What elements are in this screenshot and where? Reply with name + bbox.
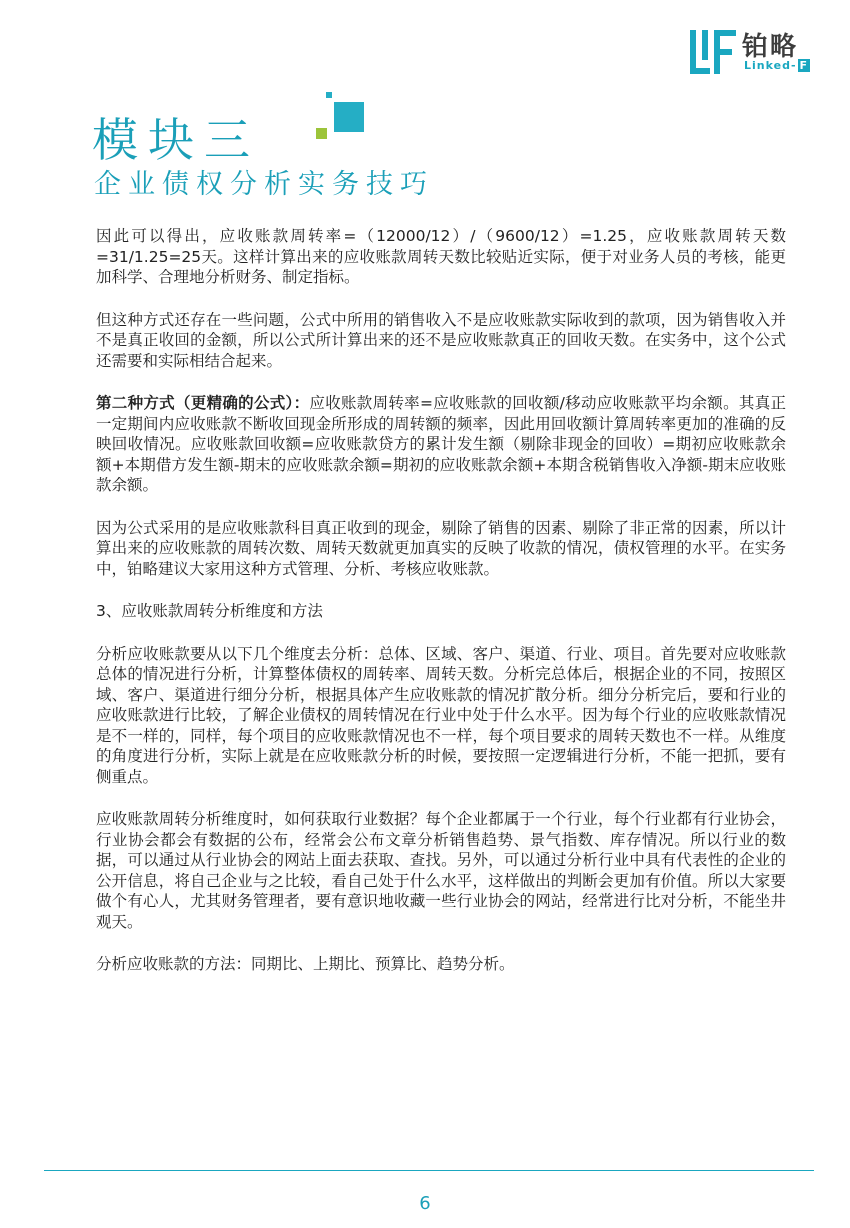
logo-en-tag: F (799, 59, 809, 72)
paragraph-6: 应收账款周转分析维度时，如何获取行业数据？每个企业都属于一个行业，每个行业都有行业协会，行业协会都会有数据的公布，经常会公布文章分析销售趋势、景气指数、库存情况。所以行业的数据，可以通过从行业协会的网站上面去获取、查找。另外，可以通过分析行业中具有代表性的企业的公开信息，将自己企业与之比较，看自己处于什么水平，这样做出的判断会更加有价值。所以大家要做个有心人，尤其财务管理者，要有意识地收藏一些行业协会的网站，经常进行比对分析，不能坐井观天。 (96, 810, 786, 931)
decor-square-green-icon (316, 128, 327, 139)
logo-mark-icon (690, 30, 736, 74)
page-subtitle: 企业债权分析实务技巧 (94, 169, 434, 200)
footer-divider (44, 1170, 814, 1171)
page-title: 模块三 (92, 113, 260, 167)
logo-en-main: Linked- (744, 59, 797, 72)
paragraph-2: 但这种方式还存在一些问题，公式中所用的销售收入不是应收账款实际收到的款项，因为销售收入并不是真正收回的金额，所以公式所计算出来的还不是应收账款真正的回收天数。在实务中，这个公式还需要和实际相结合起来。 (96, 310, 786, 370)
logo-cn-text: 铂略 (742, 32, 799, 62)
main-content (96, 226, 786, 997)
paragraph-1: 因此可以得出，应收账款周转率=（12000/12）/（9600/12）=1.25，应收账款周转天数=31/1.25=25天。这样计算出来的应收账款周转天数比较贴近实际，便于对业务人员的考核，能更加科学、合理地分析财务、制定指标。 (96, 227, 786, 286)
brand-logo (690, 28, 815, 76)
paragraph-4: 因为公式采用的是应收账款科目真正收到的现金，剔除了销售的因素、剔除了非正常的因素，所以计算出来的应收账款的周转次数、周转天数就更加真实的反映了收款的情况，债权管理的水平。在实务中，铂略建议大家用这种方式管理、分析、考核应收账款。 (96, 518, 786, 578)
paragraph-3-bold-lead: 第二种方式（更精确的公式）： (96, 394, 310, 412)
logo-en-text (744, 59, 810, 72)
paragraph-3-text: 应收账款周转率=应收账款的回收额/移动应收账款平均余额。其真正一定期间内应收账款不断收回现金所形成的周转额的频率，因此用回收额计算周转率更加的准确的反映回收情况。应收账款回收额=应收账款贷方的累计发生额（剔除非现金的回收）=期初应收账款余额+本期借方发生额-期末的应收账款余额=期初的应收账款余额+本期含税销售收入净额-期末应收账款余额。 (96, 394, 786, 494)
decor-square-large-icon (334, 102, 364, 132)
paragraph-3 (96, 393, 786, 496)
section-heading-3: 3、应收账款周转分析维度和方法 (96, 602, 323, 620)
paragraph-7: 分析应收账款的方法：同期比、上期比、预算比、趋势分析。 (96, 955, 515, 973)
paragraph-5: 分析应收账款要从以下几个维度去分析：总体、区域、客户、渠道、行业、项目。首先要对应收账款总体的情况进行分析，计算整体债权的周转率、周转天数。分析完总体后，根据企业的不同，按照区域、客户、渠道进行细分分析，根据具体产生应收账款的情况扩散分析。细分分析完后，要和行业的应收账款进行比较，了解企业债权的周转情况在行业中处于什么水平。因为每个行业的应收账款情况是不一样的，同样，每个项目的应收账款情况也不一样，每个项目要求的周转天数也不一样。从维度的角度进行分析，实际上就是在应收账款分析的时候，要按照一定逻辑进行分析，不能一把抓，要有侧重点。 (96, 644, 786, 786)
decor-square-small-icon (326, 92, 332, 98)
page-number: 6 (419, 1193, 431, 1214)
